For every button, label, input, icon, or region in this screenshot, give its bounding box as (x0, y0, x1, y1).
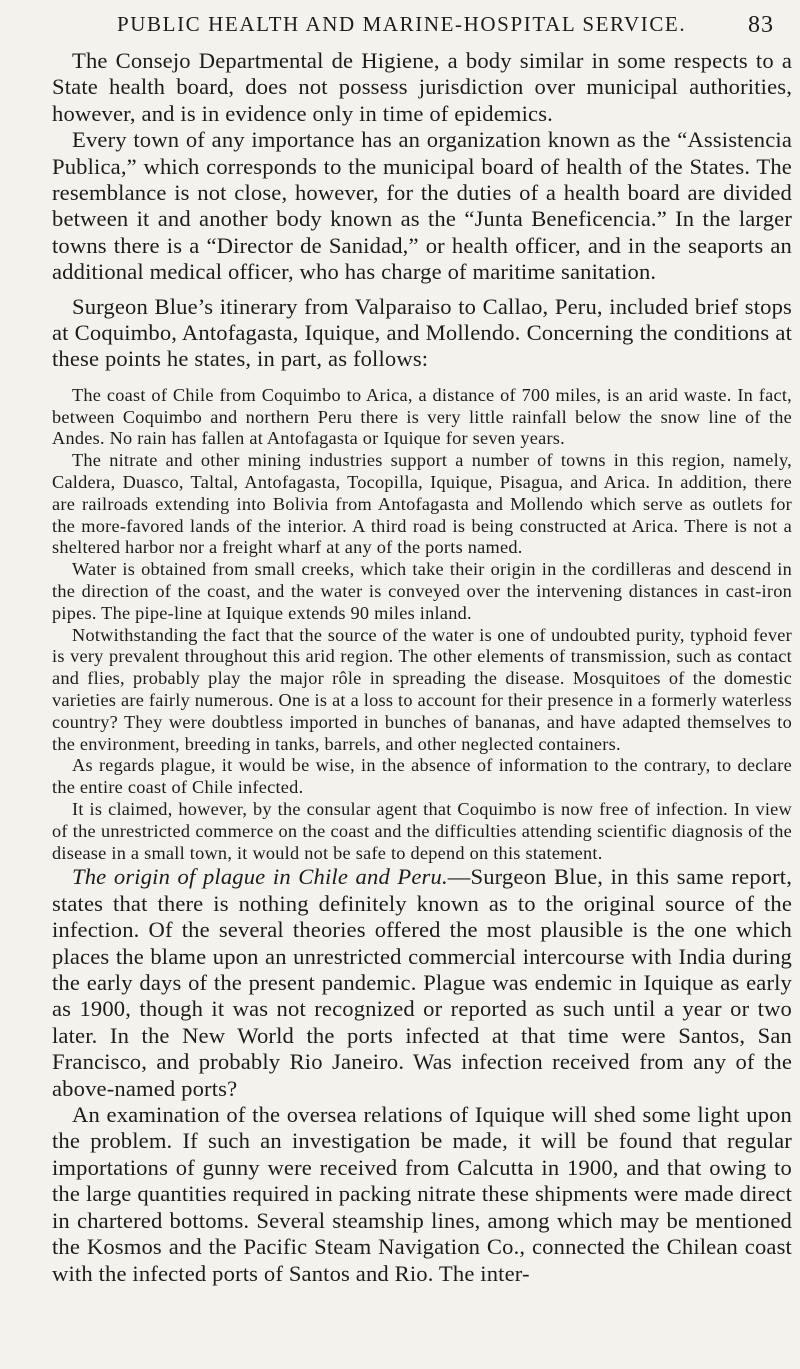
paragraph-origin-body: —Surgeon Blue, in this same report, states that there is nothing definitely known as to the original source of the infection. Of the several theories offered the most plausible is the one which places the blame upon an unrestricted commercial intercourse with India during the early days of the present pandemic. Plague was endemic in Iquique as early as 1900, though it was not recognized or reported as such until a year or two later. In the New World the ports infected at that time were Santos, San Francisco, and probably Rio Janeiro. Was infection received from any of the above-named ports? (52, 864, 792, 1101)
paragraph-plague: As regards plague, it would be wise, in the absence of information to the contrary, to declare the entire coast of Chile infected. (52, 755, 792, 798)
paragraph-origin (52, 864, 792, 1102)
spacer (52, 286, 792, 294)
paragraph-itinerary: Surgeon Blue’s itinerary from Valparaiso to Callao, Peru, included brief stops at Coquimbo, Antofagasta, Iquique, and Mollendo. Concerning the conditions at these points he states, in part, as follows: (52, 293, 792, 372)
running-title: PUBLIC HEALTH AND MARINE-HOSPITAL SERVICE. (117, 12, 687, 36)
spacer (52, 373, 792, 385)
paragraph-assistencia: Every town of any importance has an organization known as the “Assistencia Publica,” which corresponds to the municipal board of health of the States. The resemblance is not close, however, for the duties of a health board are divided between it and another body known as the “Junta Beneficencia.” In the larger towns there is a “Director de Sanidad,” or health officer, and in the seaports an additional medical officer, who has charge of maritime sanitation. (52, 127, 792, 285)
paragraph-oversea: An examination of the oversea relations of Iquique will shed some light upon the problem. If such an investigation be made, it will be found that regular importations of gunny were received from Calcutta in 1900, and that owing to the large quantities required in packing nitrate these shipments were made direct in chartered bottoms. Several steamship lines, among which may be mentioned the Kosmos and the Pacific Steam Navigation Co., connected the Chilean coast with the infected ports of Santos and Rio. The inter- (52, 1102, 792, 1286)
origin-section (52, 864, 792, 1287)
paragraph-nitrate: The nitrate and other mining industries support a number of towns in this region, namely, Caldera, Duasco, Taltal, Antofagasta, Tocopilla, Iquique, Pisagua, and Arica. In addition, there are railroads extending into Bolivia from Antofagasta and Mollendo which serve as outlets for the more-favored lands of the interior. A third road is being constructed at Arica. There is not a sheltered harbor nor a freight wharf at any of the ports named. (52, 450, 792, 558)
paragraph-consejo: The Consejo Departmental de Higiene, a body similar in some respects to a State health board, does not possess jurisdiction over municipal authorities, however, and is in evidence only in time of epidemics. (52, 48, 792, 126)
page-number: 83 (748, 12, 774, 38)
paragraph-water: Water is obtained from small creeks, which take their origin in the cordilleras and descend in the direction of the coast, and the water is conveyed over the intervening distances in cast-iron pipes. The pipe-line at Iquique extends 90 miles inland. (52, 559, 792, 623)
paragraph-coquimbo: It is claimed, however, by the consular agent that Coquimbo is now free of infection. In view of the unrestricted commerce on the coast and the difficulties attending scientific diagnosis of the disease in a small town, it would not be safe to depend on this statement. (52, 799, 792, 863)
paragraph-typhoid: Notwithstanding the fact that the source of the water is one of undoubted purity, typhoid fever is very prevalent throughout this arid region. The other elements of transmission, such as contact and flies, probably play the major rôle in spreading the disease. Mosquitoes of the domestic varieties are fairly numerous. One is at a loss to account for their presence in a formerly waterless country? They were doubtless imported in bunches of bananas, and have adapted themselves to the environment, breeding in tanks, barrels, and other neglected containers. (52, 624, 792, 754)
body-text (52, 48, 792, 1287)
section-heading: The origin of plague in Chile and Peru. (72, 864, 448, 890)
intro-section (52, 48, 792, 373)
paragraph-coast: The coast of Chile from Coquimbo to Arica, a distance of 700 miles, is an arid waste. In fact, between Coquimbo and northern Peru there is very little rainfall below the snow line of the Andes. No rain has fallen at Antofagasta or Iquique for seven years. (52, 384, 792, 449)
quoted-report (52, 385, 792, 865)
running-head (0, 12, 800, 48)
